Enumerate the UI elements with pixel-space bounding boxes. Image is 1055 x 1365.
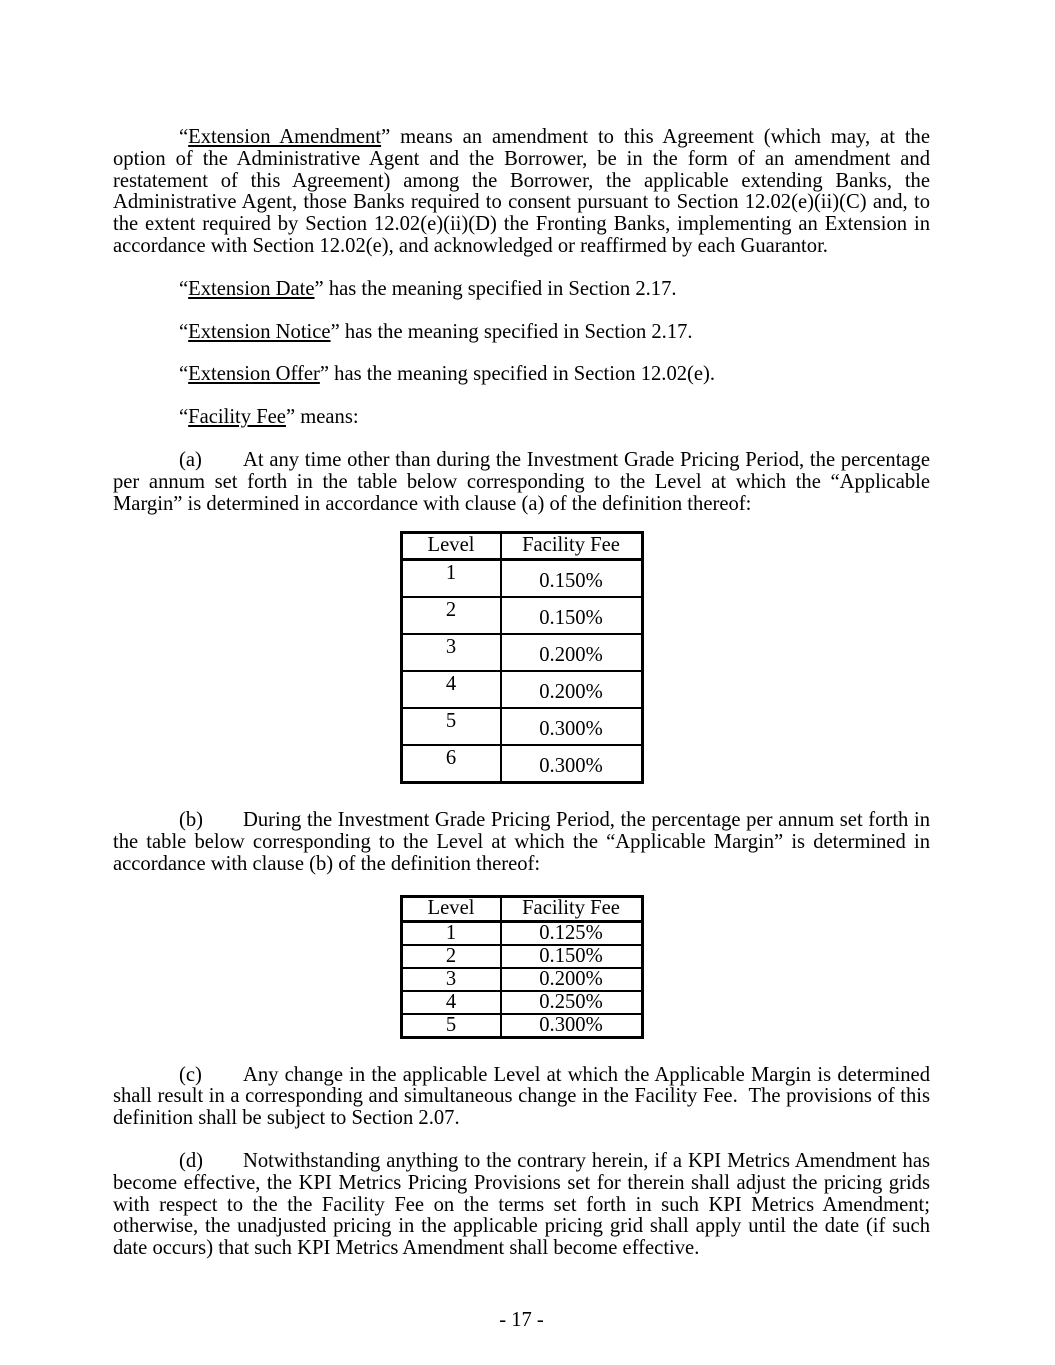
facility-fee-cell: 0.300%	[501, 745, 643, 783]
table-header	[401, 533, 642, 560]
table-row	[401, 991, 642, 1014]
clause-letter: (d)	[179, 1149, 204, 1172]
level-cell: 2	[401, 945, 501, 968]
level-cell: 5	[401, 708, 501, 745]
paragraph-extension-offer-definition	[113, 364, 930, 386]
text-run: “	[179, 126, 189, 148]
text-run: At any time other than during the Investment Grade Pricing Period, the percentage per annum set forth in the table below corresponding to the Level at which the “Applicable Margin” is determined in accordance with clause (a) of the definition thereof:	[113, 448, 930, 515]
paragraph-extension-date-definition	[113, 279, 930, 301]
table-body	[401, 560, 642, 783]
table-header	[401, 896, 642, 921]
paragraph-clause-a	[113, 450, 930, 515]
text-run: ” means an amendment to this Agreement (which may, at the option of the Administrative Agent and the Borrower, be in the form of an amendment and restatement of this Agreement) among the Borrower, the applicable extending Banks, the Administrative Agent, those Banks required to consent pursuant to Section 12.02(e)(ii)(C) and, to the extent required by Section 12.02(e)(ii)(D) the Fronting Banks, implementing an Extension in accordance with Section 12.02(e), and acknowledged or reaffirmed by each Guarantor.	[113, 126, 930, 257]
text-run: “	[179, 363, 189, 386]
facility-fee-table-investment-grade	[400, 895, 644, 1039]
clause-letter: (b)	[179, 809, 204, 832]
column-header-facility-fee: Facility Fee	[501, 533, 643, 560]
facility-fee-cell: 0.300%	[501, 708, 643, 745]
facility-fee-cell: 0.150%	[501, 597, 643, 634]
level-cell: 3	[401, 968, 501, 991]
facility-fee-cell: 0.250%	[501, 991, 643, 1014]
text-run: “	[179, 320, 189, 343]
level-cell: 2	[401, 597, 501, 634]
table-header-row	[401, 533, 642, 560]
facility-fee-cell: 0.125%	[501, 921, 643, 945]
clause-letter: (c)	[179, 1063, 202, 1086]
paragraph-facility-fee-definition	[113, 407, 930, 429]
level-cell: 1	[401, 921, 501, 945]
text-run: During the Investment Grade Pricing Period, the percentage per annum set forth in the table below corresponding to the Level at which the “Applicable Margin” is determined in accordance with clause (b) of the definition thereof:	[113, 809, 930, 875]
column-header-facility-fee: Facility Fee	[501, 896, 643, 921]
table-row	[401, 745, 642, 783]
defined-term: Extension Amendment	[188, 126, 382, 148]
paragraph-clause-b	[113, 810, 930, 875]
table-body	[401, 921, 642, 1037]
facility-fee-cell: 0.150%	[501, 945, 643, 968]
column-header-level: Level	[401, 533, 501, 560]
text-run: ” means:	[285, 406, 359, 429]
text-run: ” has the meaning specified in Section 2.17.	[314, 277, 677, 300]
paragraph-clause-d	[113, 1151, 930, 1260]
paragraph-extension-amendment-definition	[113, 127, 930, 258]
clause-letter: (a)	[179, 448, 202, 471]
level-cell: 4	[401, 671, 501, 708]
facility-fee-cell: 0.200%	[501, 968, 643, 991]
page-number: - 17 -	[499, 1308, 544, 1331]
table-row	[401, 921, 642, 945]
text-run: ” has the meaning specified in Section 2.17.	[330, 320, 693, 343]
facility-fee-cell: 0.150%	[501, 560, 643, 598]
table-row	[401, 968, 642, 991]
table-row	[401, 671, 642, 708]
table-row	[401, 597, 642, 634]
text-run: Notwithstanding anything to the contrary herein, if a KPI Metrics Amendment has become effective, the KPI Metrics Pricing Provisions set for therein shall adjust the pricing grids with respect to the the Facility Fee on the terms set forth in such KPI Metrics Amendment; otherwise, the unadjusted pricing in the applicable pricing grid shall apply until the date (if such date occurs) that such KPI Metrics Amendment shall become effective.	[113, 1149, 930, 1260]
level-cell: 3	[401, 634, 501, 671]
table-row	[401, 634, 642, 671]
level-cell: 1	[401, 560, 501, 598]
paragraph-clause-c	[113, 1065, 930, 1130]
level-cell: 6	[401, 745, 501, 783]
facility-fee-cell: 0.200%	[501, 634, 643, 671]
facility-fee-cell: 0.300%	[501, 1014, 643, 1038]
table-row	[401, 1014, 642, 1038]
level-cell: 4	[401, 991, 501, 1014]
table-row	[401, 708, 642, 745]
text-run: “	[179, 277, 189, 300]
table-row	[401, 945, 642, 968]
defined-term: Extension Offer	[188, 363, 320, 386]
defined-term: Extension Notice	[188, 320, 331, 343]
text-run: “	[179, 406, 189, 429]
defined-term: Facility Fee	[188, 406, 286, 429]
table-header-row	[401, 896, 642, 921]
text-run: ” has the meaning specified in Section 12.02(e).	[319, 363, 716, 386]
defined-term: Extension Date	[188, 277, 315, 300]
column-header-level: Level	[401, 896, 501, 921]
level-cell: 5	[401, 1014, 501, 1038]
facility-fee-cell: 0.200%	[501, 671, 643, 708]
text-run: Any change in the applicable Level at which the Applicable Margin is determined shall result in a corresponding and simultaneous change in the Facility Fee. The provisions of this definition shall be subject to Section 2.07.	[113, 1063, 930, 1130]
table-row	[401, 560, 642, 598]
facility-fee-table-standard	[400, 531, 644, 784]
paragraph-extension-notice-definition	[113, 322, 930, 344]
